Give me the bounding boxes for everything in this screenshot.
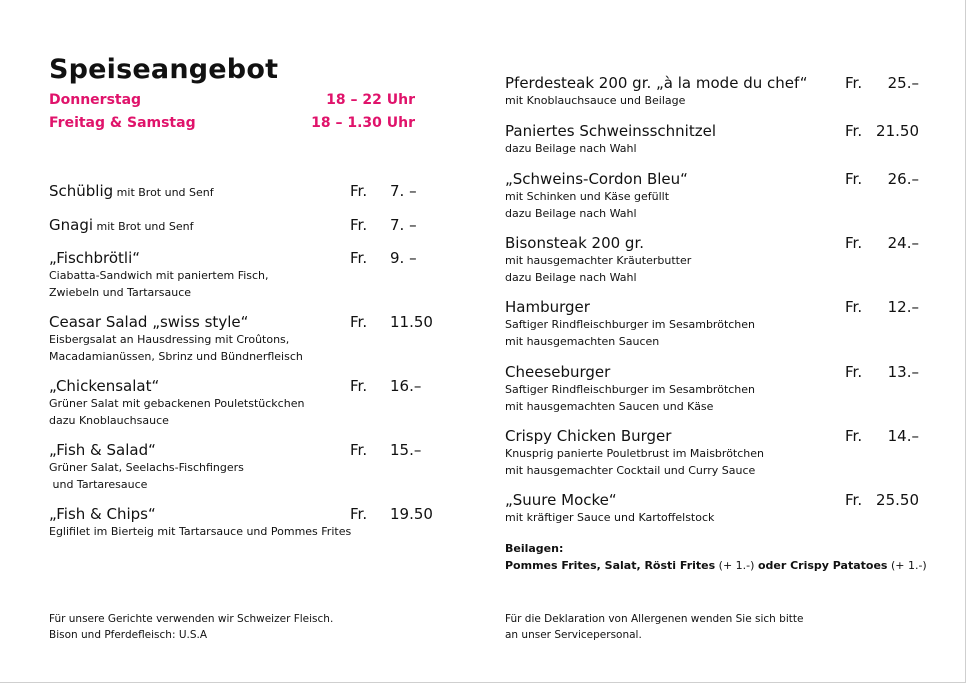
menu-item-crispy-chicken-burger: [505, 427, 764, 479]
currency-label: Fr.: [350, 377, 368, 395]
item-description: Saftiger Rindfleischburger im Sesambrötchen: [505, 318, 756, 331]
currency-label: Fr.: [845, 427, 863, 445]
item-price: 7. –: [390, 216, 417, 234]
item-price: 15.–: [390, 441, 422, 459]
menu-title: Speiseangebot: [49, 54, 279, 85]
menu-item-hamburger: [505, 298, 755, 350]
menu-item-chickensalat: [49, 377, 304, 429]
item-description: Zwiebeln und Tartarsauce: [49, 286, 192, 299]
item-price: 7. –: [390, 182, 417, 200]
item-description: mit hausgemachter Cocktail und Curry Sauce: [505, 464, 756, 477]
schedule-day: Freitag & Samstag: [49, 115, 196, 131]
menu-item-bisonsteak: [505, 234, 691, 286]
menu-item-cheeseburger: [505, 363, 755, 415]
footnote-line: Bison und Pferdefleisch: U.S.A: [49, 629, 208, 641]
schedule-day: Donnerstag: [49, 92, 142, 108]
item-description: mit Schinken und Käse gefüllt: [505, 190, 670, 203]
menu-item-schweinsschnitzel: [505, 122, 716, 157]
item-price: 24.–: [887, 234, 919, 252]
item-name: Pferdesteak 200 gr. „à la mode du chef“: [505, 74, 808, 92]
menu-item-schueblig: [49, 182, 214, 202]
item-price: 9. –: [390, 249, 417, 267]
item-description: mit hausgemachter Kräuterbutter: [505, 254, 692, 267]
side-dishes-list: Pommes Frites, Salat, Rösti Frites (+ 1.-) oder Crispy Patatoes (+ 1.-): [505, 559, 927, 572]
item-description: mit Knoblauchsauce und Beilage: [505, 94, 686, 107]
currency-label: Fr.: [845, 298, 863, 316]
item-description: Grüner Salat mit gebackenen Pouletstückchen: [49, 397, 305, 410]
schedule-row-weekend: [49, 115, 415, 131]
item-price: 14.–: [887, 427, 919, 445]
item-price: 19.50: [390, 505, 433, 523]
menu-item-ceasar-salad: [49, 313, 303, 365]
item-description: Eisbergsalat an Hausdressing mit Croûtons,: [49, 333, 290, 346]
menu-item-cordon-bleu: [505, 170, 688, 222]
menu-item-fish-chips: [49, 505, 351, 540]
currency-label: Fr.: [845, 122, 863, 140]
currency-label: Fr.: [845, 234, 863, 252]
currency-label: Fr.: [350, 216, 368, 234]
currency-label: Fr.: [845, 74, 863, 92]
currency-label: Fr.: [350, 313, 368, 331]
footnote-meat-origin: [49, 611, 333, 643]
currency-label: Fr.: [350, 441, 368, 459]
currency-label: Fr.: [845, 491, 863, 509]
item-price: 13.–: [887, 363, 919, 381]
item-description: Grüner Salat, Seelachs-Fischfingers: [49, 461, 244, 474]
menu-item-fischbroetli: [49, 249, 269, 301]
item-name: Crispy Chicken Burger: [505, 427, 672, 445]
footnote-line: Für die Deklaration von Allergenen wenden Sie sich bitte: [505, 613, 804, 625]
item-price: 12.–: [887, 298, 919, 316]
item-name: „Schweins-Cordon Bleu“: [505, 170, 688, 188]
item-name: Cheeseburger: [505, 363, 611, 381]
item-name: „Suure Mocke“: [505, 491, 617, 509]
item-price: 25.–: [887, 74, 919, 92]
item-name: „Chickensalat“: [49, 377, 160, 395]
menu-item-suure-mocke: [505, 491, 714, 526]
item-price: 25.50: [876, 491, 919, 509]
side-dishes-heading: Beilagen:: [505, 542, 564, 555]
item-description: dazu Knoblauchsauce: [49, 414, 169, 427]
currency-label: Fr.: [350, 505, 368, 523]
currency-label: Fr.: [845, 170, 863, 188]
currency-label: Fr.: [845, 363, 863, 381]
item-price: 21.50: [876, 122, 919, 140]
item-name: Schüblig mit Brot und Senf: [49, 182, 214, 200]
footnote-line: an unser Servicepersonal.: [505, 629, 642, 641]
menu-item-pferdesteak: [505, 74, 808, 109]
footnote-allergens: [505, 611, 803, 643]
currency-label: Fr.: [350, 249, 368, 267]
item-description: Ciabatta-Sandwich mit paniertem Fisch,: [49, 269, 269, 282]
footnote-line: Für unsere Gerichte verwenden wir Schweizer Fleisch.: [49, 613, 334, 625]
item-description: mit hausgemachten Saucen: [505, 335, 660, 348]
menu-item-gnagi: [49, 216, 193, 236]
item-description: Macadamianüssen, Sbrinz und Bündnerfleisch: [49, 350, 303, 363]
schedule-time: 18 – 1.30 Uhr: [311, 115, 415, 131]
item-price: 11.50: [390, 313, 433, 331]
item-price: 26.–: [887, 170, 919, 188]
item-description: Saftiger Rindfleischburger im Sesambrötchen: [505, 383, 756, 396]
item-price: 16.–: [390, 377, 422, 395]
item-description: mit kräftiger Sauce und Kartoffelstock: [505, 511, 715, 524]
item-name: „Fish & Salad“: [49, 441, 156, 459]
item-description: und Tartaresauce: [49, 478, 148, 491]
item-name: Bisonsteak 200 gr.: [505, 234, 645, 252]
item-description: Eglifilet im Bierteig mit Tartarsauce und Pommes Frites: [49, 525, 352, 538]
schedule-row-thursday: [49, 92, 415, 108]
menu-item-fish-salad: [49, 441, 244, 493]
item-name: „Fish & Chips“: [49, 505, 156, 523]
item-description: Knusprig panierte Pouletbrust im Maisbrötchen: [505, 447, 764, 460]
item-name: „Fischbrötli“: [49, 249, 141, 267]
item-description: mit hausgemachten Saucen und Käse: [505, 400, 714, 413]
item-name: Ceasar Salad „swiss style“: [49, 313, 249, 331]
item-description: dazu Beilage nach Wahl: [505, 142, 637, 155]
side-dishes: [505, 540, 927, 574]
item-name: Hamburger: [505, 298, 590, 316]
item-description: dazu Beilage nach Wahl: [505, 271, 637, 284]
item-name: Paniertes Schweinsschnitzel: [505, 122, 716, 140]
item-name: Gnagi mit Brot und Senf: [49, 216, 194, 234]
schedule-time: 18 – 22 Uhr: [326, 92, 415, 108]
item-description: dazu Beilage nach Wahl: [505, 207, 637, 220]
currency-label: Fr.: [350, 182, 368, 200]
